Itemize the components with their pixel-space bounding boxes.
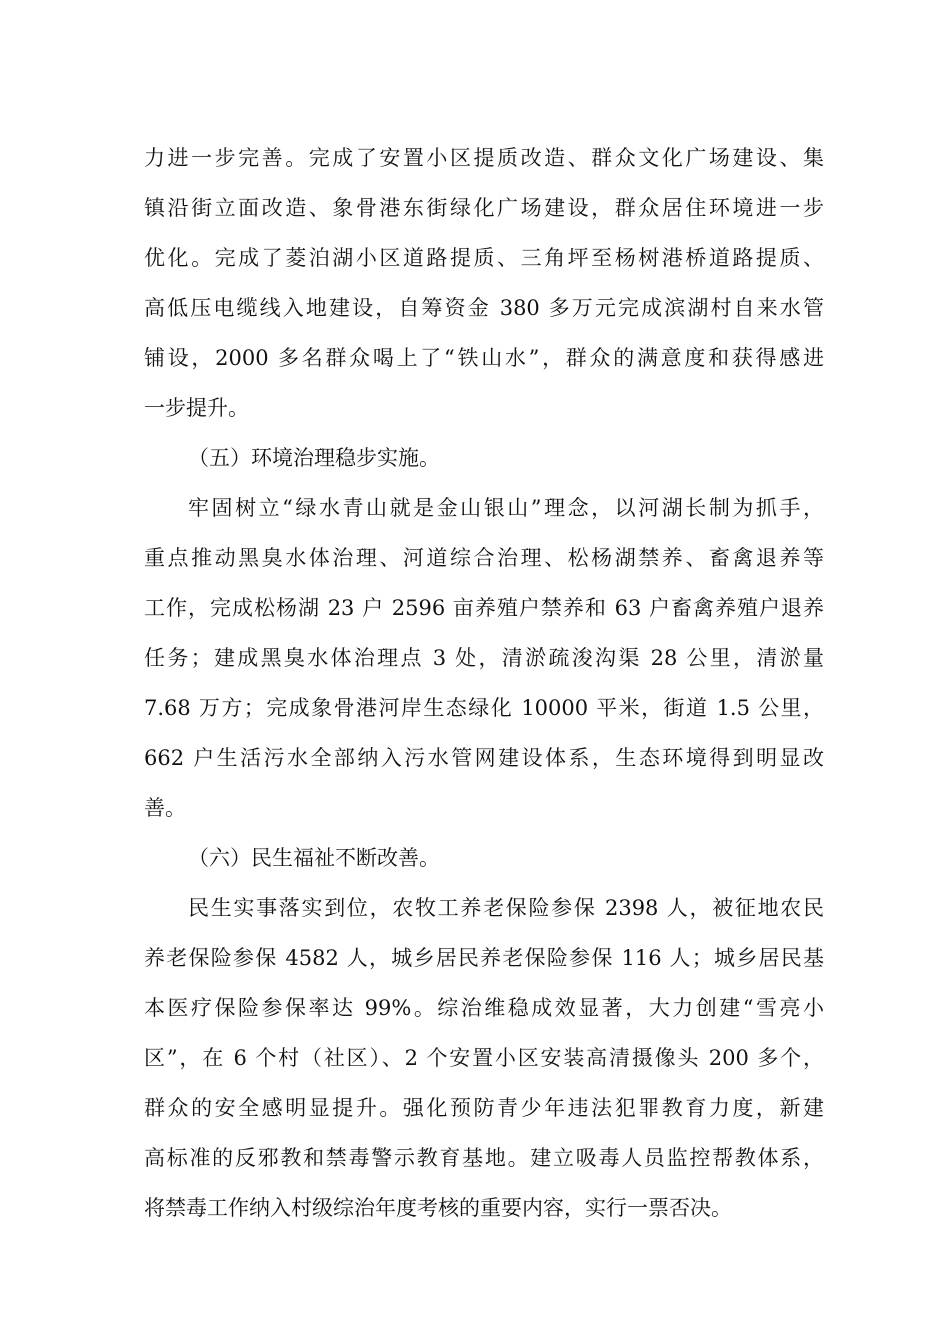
text-line: 工作，完成松杨湖 23 户 2596 亩养殖户禁养和 63 户畜禽养殖户退养 (144, 596, 824, 620)
text-line: 民生实事落实到位，农牧工养老保险参保 2398 人，被征地农民 (188, 896, 824, 920)
section-heading: （五）环境治理稳步实施。 (188, 446, 440, 470)
text-line: 任务；建成黑臭水体治理点 3 处，清淤疏浚沟渠 28 公里，清淤量 (144, 646, 824, 670)
section-heading: （六）民生福祉不断改善。 (188, 846, 440, 870)
text-line: 将禁毒工作纳入村级综治年度考核的重要内容，实行一票否决。 (144, 1196, 732, 1220)
text-line: 区”，在 6 个村（社区）、2 个安置小区安装高清摄像头 200 多个， (144, 1046, 824, 1070)
text-line: 7.68 万方；完成象骨港河岸生态绿化 10000 平米，街道 1.5 公里， (144, 696, 824, 720)
text-line: 群众的安全感明显提升。强化预防青少年违法犯罪教育力度，新建 (144, 1096, 824, 1120)
text-line: 力进一步完善。完成了安置小区提质改造、群众文化广场建设、集 (144, 146, 824, 170)
paragraph-livelihood (144, 883, 824, 1233)
text-line: 高标准的反邪教和禁毒警示教育基地。建立吸毒人员监控帮教体系， (144, 1146, 824, 1170)
text-line: 662 户生活污水全部纳入污水管网建设体系，生态环境得到明显改 (144, 746, 824, 770)
section-heading-environment (144, 433, 824, 483)
paragraph-housing (144, 133, 824, 433)
section-heading-livelihood (144, 833, 824, 883)
text-line: 本医疗保险参保率达 99%。综治维稳成效显著，大力创建“雪亮小 (144, 996, 824, 1020)
text-line: 牢固树立“绿水青山就是金山银山”理念，以河湖长制为抓手， (188, 496, 824, 520)
text-line: 善。 (144, 796, 186, 820)
text-line: 铺设，2000 多名群众喝上了“铁山水”，群众的满意度和获得感进 (144, 346, 824, 370)
paragraph-environment (144, 483, 824, 833)
text-line: 高低压电缆线入地建设，自筹资金 380 多万元完成滨湖村自来水管 (144, 296, 824, 320)
text-line: 重点推动黑臭水体治理、河道综合治理、松杨湖禁养、畜禽退养等 (144, 546, 824, 570)
text-line: 优化。完成了菱泊湖小区道路提质、三角坪至杨树港桥道路提质、 (144, 246, 824, 270)
text-line: 养老保险参保 4582 人，城乡居民养老保险参保 116 人；城乡居民基 (144, 946, 824, 970)
text-line: 镇沿街立面改造、象骨港东街绿化广场建设，群众居住环境进一步 (144, 196, 824, 220)
text-line: 一步提升。 (144, 396, 249, 420)
document-body (144, 133, 824, 1233)
